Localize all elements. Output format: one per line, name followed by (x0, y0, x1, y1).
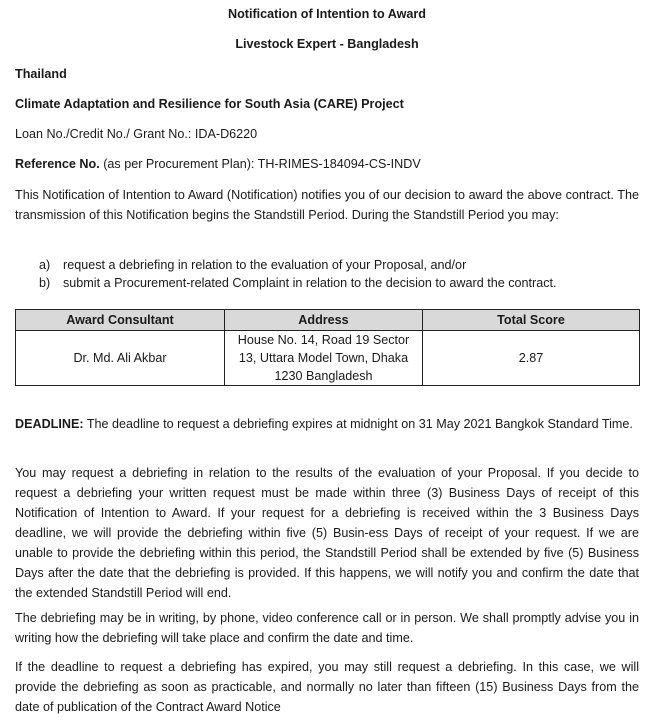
cell-score: 2.87 (423, 331, 640, 386)
expired-deadline-paragraph: If the deadline to request a debriefing has expired, you may still request a debriefing. In this case, we will provide the debriefing as soon as practicable, and normally no later than fifteen (15) Business Days from the date of publication of the Contract Award Notice (15, 660, 639, 714)
award-table (15, 309, 640, 386)
document-title: Notification of Intention to Award (228, 7, 426, 21)
list-item (39, 256, 639, 274)
deadline-paragraph (15, 414, 639, 434)
options-list (39, 256, 639, 292)
country-label: Thailand (15, 67, 67, 81)
table-row (16, 331, 640, 386)
intro-paragraph: This Notification of Intention to Award (Notification) notifies you of our decision to award the above contract. The transmission of this Notification begins the Standstill Period. During the Standstill Period you may: (15, 188, 639, 222)
list-marker: a) (39, 258, 51, 272)
list-text: request a debriefing in relation to the evaluation of your Proposal, and/or (63, 258, 467, 272)
header-award-consultant: Award Consultant (16, 310, 225, 331)
reference-label: Reference No. (15, 157, 100, 171)
cell-address: House No. 14, Road 19 Sector 13, Uttara Model Town, Dhaka 1230 Bangladesh (225, 331, 423, 386)
cell-consultant: Dr. Md. Ali Akbar (16, 331, 225, 386)
list-text: submit a Procurement-related Complaint in relation to the decision to award the contract. (63, 276, 557, 290)
project-name: Climate Adaptation and Resilience for South Asia (CARE) Project (15, 97, 404, 111)
debriefing-paragraph: You may request a debriefing in relation to the results of the evaluation of your Proposal. If you decide to request a debriefing your written request must be made within three (3) Business Days of receipt of this Notification of Intention to Award. If your request for a debriefing is received within the 3 Business Days deadline, we will provide the debriefing within five (5) Busin-ess Days of receipt of your request. If we are unable to provide the debriefing within this period, the Standstill Period shall be extended by five (5) Business Days after the date that the debriefing is provided. If this happens, we will notify you and confirm the date that the extended Standstill Period will end. (15, 466, 639, 600)
debriefing-format-paragraph: The debriefing may be in writing, by phone, video conference call or in person. We shall promptly advise you in writing how the debriefing will take place and confirm the date and time. (15, 611, 639, 645)
header-address: Address (225, 310, 423, 331)
list-marker: b) (39, 276, 51, 290)
deadline-label: DEADLINE: (15, 417, 84, 431)
loan-number: Loan No./Credit No./ Grant No.: IDA-D6220 (15, 127, 258, 141)
table-header-row (16, 310, 640, 331)
header-total-score: Total Score (423, 310, 640, 331)
reference-value: (as per Procurement Plan): TH-RIMES-184094-CS-INDV (99, 157, 421, 171)
reference-number (15, 157, 421, 171)
deadline-text: The deadline to request a debriefing expires at midnight on 31 May 2021 Bangkok Standard Time. (83, 417, 633, 431)
document-subtitle: Livestock Expert - Bangladesh (235, 37, 419, 51)
list-item (39, 274, 639, 292)
